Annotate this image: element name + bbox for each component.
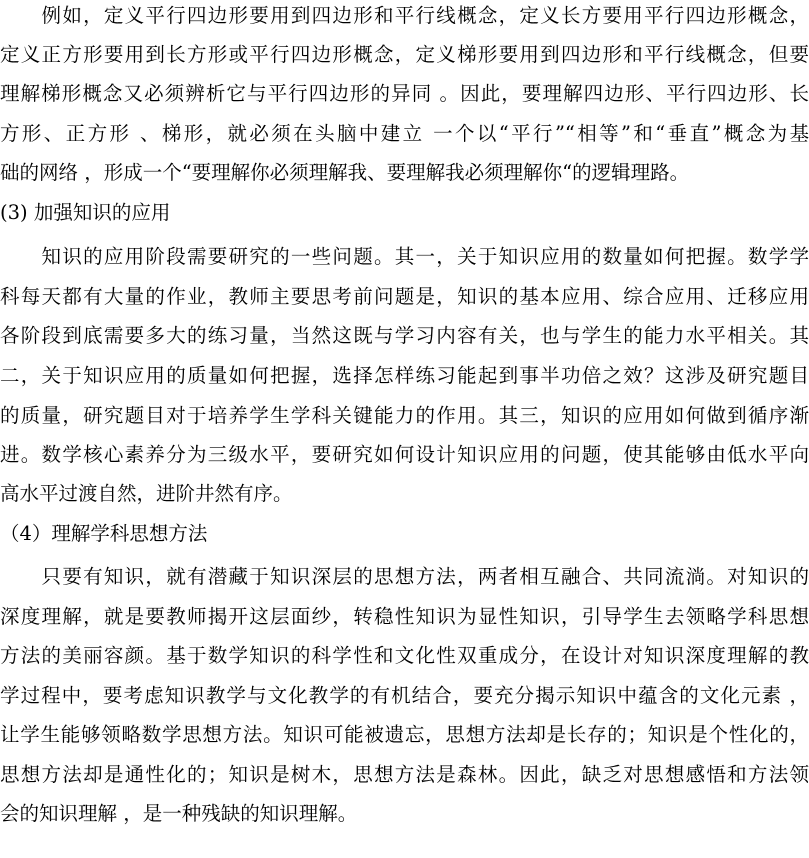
text-line: 进。数学核心素养分为三级水平，要研究如何设计知识应用的问题，使其能够由低水平向 <box>0 443 809 466</box>
text-line: 例如，定义平行四边形要用到四边形和平行线概念，定义长方要用平行四边形概念， <box>0 4 809 27</box>
text-line: 会的知识理解 ，是一种残缺的知识理解。 <box>0 802 358 825</box>
text-line: 方形、正方形 、梯形，就必须在头脑中建立 一个以“平行”“相等”和“垂直”概念为基 <box>0 122 809 145</box>
text-line: 二，关于知识应用的质量如何把握，选择怎样练习能起到事半功倍之效？这涉及研究题目 <box>0 364 809 387</box>
text-line: 深度理解，就是要教师揭开这层面纱，转稳性知识为显性知识，引导学生去领略学科思想 <box>0 605 809 628</box>
section-heading: (3) 加强知识的应用 <box>0 201 171 224</box>
text-line: 让学生能够领略数学思想方法。知识可能被遗忘，思想方法却是长存的；知识是个性化的， <box>0 723 809 746</box>
text-line: 方法的美丽容颜。基于数学知识的科学性和文化性双重成分，在设计对知识深度理解的教 <box>0 644 809 667</box>
text-line: 学过程中，要考虑知识教学与文化教学的有机结合，要充分揭示知识中蕴含的文化元素 ， <box>0 684 809 707</box>
text-line: 思想方法却是通性化的；知识是树木，思想方法是森林。因此，缺乏对思想感悟和方法领 <box>0 763 809 786</box>
text-line: 各阶段到底需要多大的练习量，当然这既与学习内容有关，也与学生的能力水平相关。其 <box>0 324 809 347</box>
text-line: 科每天都有大量的作业，教师主要思考前问题是，知识的基本应用、综合应用、迁移应用 <box>0 285 809 308</box>
section-heading: （4）理解学科思想方法 <box>0 522 208 545</box>
text-line: 只要有知识，就有潜藏于知识深层的思想方法，两者相互融合、共同流淌。对知识的 <box>0 565 809 588</box>
text-line: 高水平过渡自然，进阶井然有序。 <box>0 482 293 505</box>
text-line: 的质量，研究题目对于培养学生学科关键能力的作用。其三，知识的应用如何做到循序渐 <box>0 404 809 427</box>
text-line: 知识的应用阶段需要研究的一些问题。其一，关于知识应用的数量如何把握。数学学 <box>0 245 809 268</box>
text-line: 理解梯形概念又必须辨析它与平行四边形的异同 。因此，要理解四边形、平行四边形、长 <box>0 82 809 105</box>
text-line: 定义正方形要用到长方形或平行四边形概念，定义梯形要用到四边形和平行线概念，但要 <box>0 43 809 66</box>
text-line: 础的网络 ，形成一个“要理解你必须理解我、要理解我必须理解你“的逻辑理路。 <box>0 161 690 184</box>
